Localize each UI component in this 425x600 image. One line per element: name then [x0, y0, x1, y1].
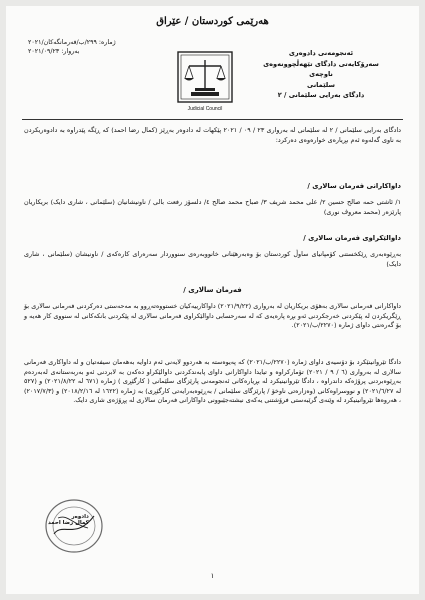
judge-name: کمال رضا احمد	[48, 520, 89, 526]
reference-date: بەروار: ٢٠٢١/٠٩/٢٣	[28, 48, 80, 55]
intro-paragraph: دادگای بەرایی سلێمانی / ٢ لە سلێمانی لە بەرواری ٢٣ / ٠٩ / ٢٠٢١ پێکهات لە دادوەر بەڕێز (کمال رضا احمد) کە ڕێگە پێدراوە بە دادوەریکردن بە ناوی گەلەوە ئەم بڕیارەی خوارەوەی دەرکرد:	[24, 126, 401, 144]
council-line-3: سلێمانی	[307, 80, 335, 89]
reference-number: ژمارە: ٢٩٩/ب/فەرمانگەکان/٢٠٢١	[28, 39, 116, 46]
header-divider	[22, 119, 403, 120]
order-paragraph-2: دادگا تێروانینێکرد بۆ دۆسیەی داوای ژمارە (٢٢٧٠/ب/٢٠٢١) کە پەیوەستە بە هەردوو لایەنی ئەم داوایە بەهەمان سیفەتیان و لە داواکاری فەرمانی سالاری لە بەرواری (٦ / ٩ / ٢٠٢١) تۆمارکراوە و تیایدا داواکارانی داوای پابەندکردنی داوالێکراو دەکەن بە لابردنی ئەو بەربەستانەی لەبەردەم بەڕێوەبردنی پرۆژەکە داندراوە ، دادگا تێروانینیکرد لە بڕیارەکانی ئەنجومەنی پارێزگای سلێمانی ( کارگێڕی ) ژمارە (٦٧١ لە ٢٠٢١/٨/٢٢) و (٥٢٧ لە ٢٠٢١/٦/٢٧) و نووسراوەکانی (وەزارەتی ناوخۆ / پارێزگای سلێمانی / بەڕێوەبەرایەتی کارگێڕی) بە ژمارە (١٦٢٢ لە ٢٠١٨/٢/١٦) و (٢٠١٧/٧/٣) ، هەروەها تێروانینیکرد لە وێنەی گرێبەستی فرۆشتنی یەکەی نیشتەجێبوونی داواکارانی فەرمان سالاری لە پڕۆژەی شاری دایک.	[24, 358, 402, 405]
plaintiffs-heading: داواکارانی فەرمان سالاری /	[307, 182, 401, 190]
region-title: هەرێمی کوردستان / عێراق	[156, 16, 269, 27]
defendant-text: بەڕێوەبەری ڕێکخستنی کۆمپانیای ساوڵ کوردستان بۆ وەبەرهێنانی خانووبەرەی سنووردار سەرەرای کارەکەی / ناونیشان (سلێمانی ، شاری دایک)	[24, 250, 401, 268]
defendant-heading: داوالێکراوی فەرمان سالاری /	[303, 234, 401, 242]
order-paragraph-1: داواکارانی فەرمانی سالاری بەهۆی بریکاریان لە بەرواری (٢٠٢١/٩/٢٢) داواکارییەکیان خستووەتەڕوو بە مەحەستی دەرکردنی فەرمانی سالاری بۆ ڕێگریکردن لە پێکردنی خەرجکردنی ئەو بڕە پارەیەی کە لە سەرحسابی داوالێکراوی فەرمانی سالاری لە پێکردنی بانکەکانی لە سنووی کار هەیە و بۆ گەرەنتی داوای ژمارە (٢٢٧٠/ب/٢٠٢١).	[24, 302, 401, 330]
council-line-1: ئەنجومەنی دادوەری	[288, 49, 354, 57]
plaintiffs-text: ١/ ئاشتی حمە صالح حسین ٢/ علی محمد شریف ٣/ صباح محمد صالح ٤/ دلسۆز رفعت بالی / ناونیشانیان (سلێمانی ، شاری دایک) بریکاریان پارێزەر (محمد معروف نوری)	[24, 198, 402, 216]
judicial-council-emblem-icon	[176, 50, 234, 104]
council-header	[251, 48, 391, 101]
council-line-2: سەرۆکایەتی دادگای تێهەڵچوونەوەی ناوچەی	[263, 59, 379, 78]
court-stamp-icon	[42, 494, 106, 558]
judge-signature-block	[48, 514, 89, 526]
order-heading: فەرمان سالاری /	[183, 286, 242, 294]
council-line-4: دادگای بەرایی سلێمانی / ٢	[277, 91, 365, 99]
page-number: ١	[210, 572, 215, 580]
emblem-caption: Judicial Council	[187, 106, 223, 112]
judge-role: دادوەر	[71, 514, 89, 520]
document-page	[6, 6, 419, 594]
reference-block	[28, 38, 116, 56]
